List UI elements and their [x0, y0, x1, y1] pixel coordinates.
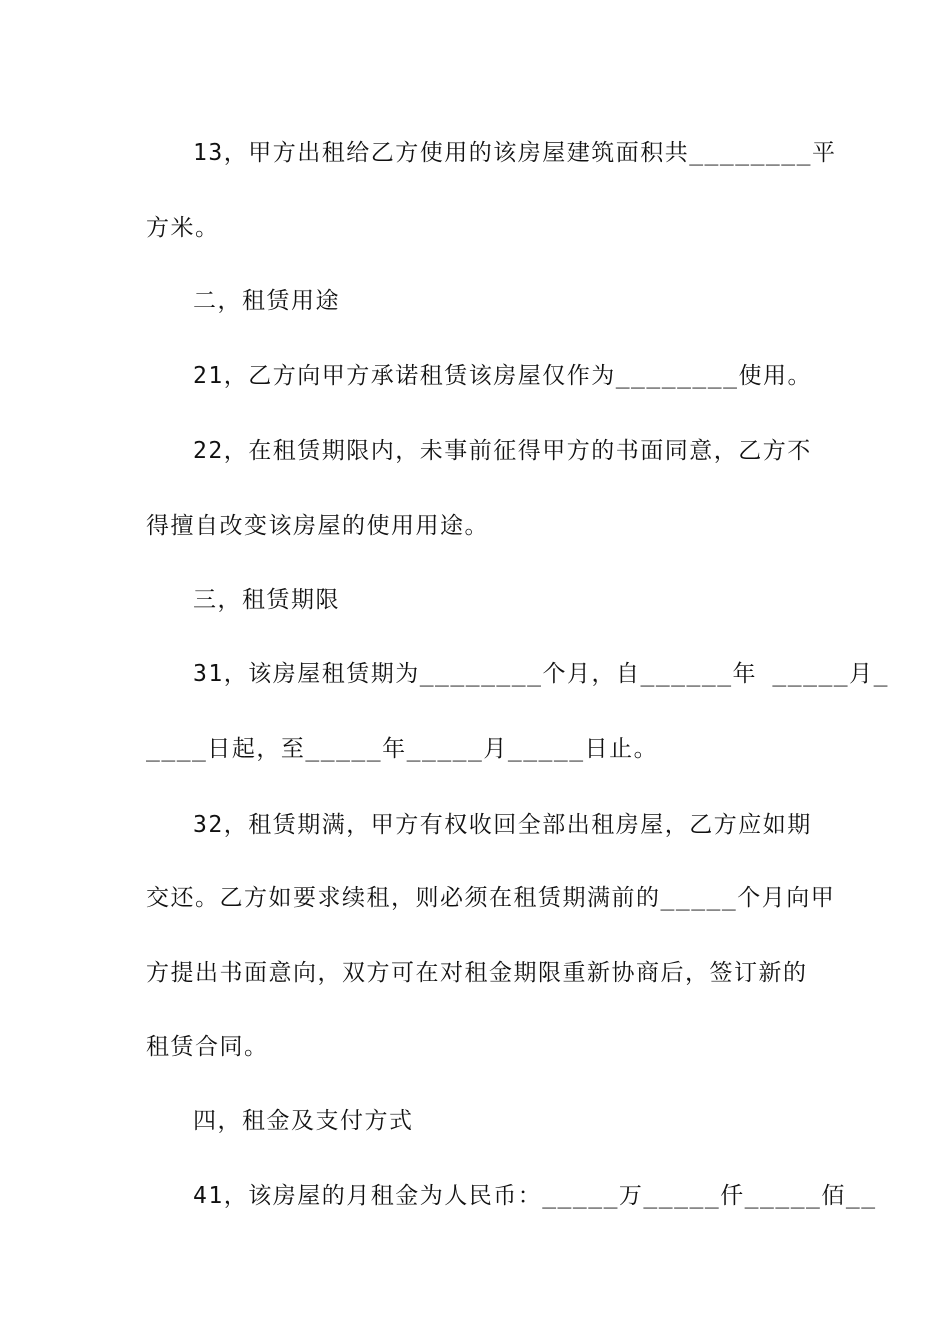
clause-41-line-1: 41，该房屋的月租金为人民币：_____万_____仟_____佰__	[193, 1183, 877, 1209]
section-heading-rent: 四，租金及支付方式	[193, 1108, 414, 1134]
clause-21: 21，乙方向甲方承诺租赁该房屋仅作为________使用。	[193, 363, 812, 389]
clause-31-line-2: ____日起，至_____年_____月_____日止。	[146, 736, 659, 762]
clause-32-line-1: 32，租赁期满，甲方有权收回全部出租房屋，乙方应如期	[193, 812, 812, 838]
section-heading-term: 三，租赁期限	[193, 587, 340, 613]
clause-32-line-3: 方提出书面意向，双方可在对租金期限重新协商后，签订新的	[146, 960, 808, 986]
clause-32-line-2: 交还。乙方如要求续租，则必须在租赁期满前的_____个月向甲	[146, 885, 836, 911]
clause-22-line-1: 22，在租赁期限内，未事前征得甲方的书面同意，乙方不	[193, 438, 812, 464]
clause-31-line-1: 31，该房屋租赁期为________个月，自______年 _____月_	[193, 661, 889, 687]
clause-32-line-4: 租赁合同。	[146, 1034, 269, 1060]
clause-13-line-2: 方米。	[146, 215, 220, 241]
clause-22-line-2: 得擅自改变该房屋的使用用途。	[146, 513, 489, 539]
section-heading-usage: 二，租赁用途	[193, 288, 340, 314]
clause-13-line-1: 13，甲方出租给乙方使用的该房屋建筑面积共________平	[193, 140, 837, 166]
